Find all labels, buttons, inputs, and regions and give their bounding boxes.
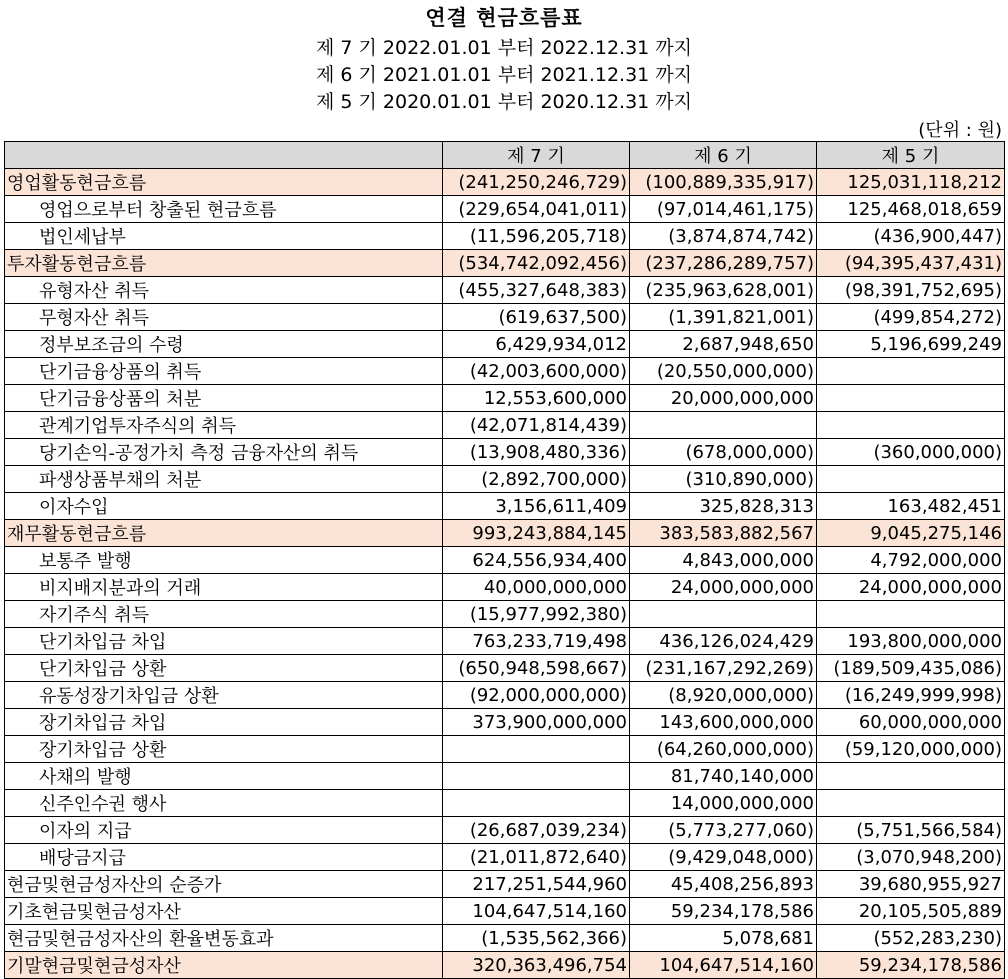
row-label: 현금및현금성자산의 순증가 bbox=[7, 875, 222, 896]
value-cell bbox=[817, 358, 1005, 385]
table-row bbox=[5, 844, 1005, 871]
table-row bbox=[5, 790, 1005, 817]
value-cell: (100,889,335,917) bbox=[630, 169, 817, 196]
table-row bbox=[5, 817, 1005, 844]
value-cell bbox=[817, 412, 1005, 439]
header-period-7: 제 7 기 bbox=[443, 142, 630, 169]
value-cell: 40,000,000,000 bbox=[443, 574, 630, 601]
row-label: 당기손익-공정가치 측정 금융자산의 취득 bbox=[39, 443, 359, 464]
header-period-5: 제 5 기 bbox=[817, 142, 1005, 169]
value-cell: 624,556,934,400 bbox=[443, 547, 630, 574]
value-cell: (9,429,048,000) bbox=[630, 844, 817, 871]
row-label-cell bbox=[5, 925, 443, 952]
row-label-cell bbox=[5, 169, 443, 196]
row-label-cell bbox=[5, 466, 443, 493]
row-label: 장기차입금 상환 bbox=[39, 740, 167, 761]
row-label: 유동성장기차입금 상환 bbox=[39, 686, 219, 707]
row-label: 유형자산 취득 bbox=[39, 281, 150, 302]
value-cell: (534,742,092,456) bbox=[443, 250, 630, 277]
table-row bbox=[5, 601, 1005, 628]
row-label: 영업으로부터 창출된 현금흐름 bbox=[39, 200, 277, 221]
row-label-cell bbox=[5, 682, 443, 709]
table-row bbox=[5, 385, 1005, 412]
row-label-cell bbox=[5, 898, 443, 925]
table-row bbox=[5, 871, 1005, 898]
value-cell: 24,000,000,000 bbox=[817, 574, 1005, 601]
value-cell: (5,773,277,060) bbox=[630, 817, 817, 844]
table-row bbox=[5, 574, 1005, 601]
row-label-cell bbox=[5, 331, 443, 358]
value-cell: (499,854,272) bbox=[817, 304, 1005, 331]
value-cell bbox=[817, 763, 1005, 790]
table-row bbox=[5, 736, 1005, 763]
value-cell: (15,977,992,380) bbox=[443, 601, 630, 628]
row-label-cell bbox=[5, 817, 443, 844]
table-row bbox=[5, 331, 1005, 358]
table-row bbox=[5, 277, 1005, 304]
value-cell bbox=[443, 763, 630, 790]
table-row bbox=[5, 412, 1005, 439]
table-row bbox=[5, 250, 1005, 277]
row-label: 이자의 지급 bbox=[39, 821, 132, 842]
row-label: 법인세납부 bbox=[39, 227, 126, 248]
row-label: 단기금융상품의 취득 bbox=[39, 362, 202, 383]
row-label: 비지배지분과의 거래 bbox=[39, 578, 202, 599]
table-row bbox=[5, 952, 1005, 979]
row-label-cell bbox=[5, 358, 443, 385]
value-cell: 763,233,719,498 bbox=[443, 628, 630, 655]
table-row bbox=[5, 358, 1005, 385]
row-label: 신주인수권 행사 bbox=[39, 794, 167, 815]
table-row bbox=[5, 493, 1005, 520]
row-label: 배당금지급 bbox=[39, 848, 126, 869]
table-row bbox=[5, 520, 1005, 547]
table-row bbox=[5, 682, 1005, 709]
value-cell: 14,000,000,000 bbox=[630, 790, 817, 817]
value-cell bbox=[630, 412, 817, 439]
value-cell: (59,120,000,000) bbox=[817, 736, 1005, 763]
value-cell: 24,000,000,000 bbox=[630, 574, 817, 601]
row-label-cell bbox=[5, 844, 443, 871]
value-cell: 436,126,024,429 bbox=[630, 628, 817, 655]
header-label-cell bbox=[5, 142, 443, 169]
value-cell bbox=[817, 601, 1005, 628]
row-label-cell bbox=[5, 385, 443, 412]
value-cell: (98,391,752,695) bbox=[817, 277, 1005, 304]
row-label-cell bbox=[5, 574, 443, 601]
row-label-cell bbox=[5, 439, 443, 466]
row-label: 기말현금및현금성자산 bbox=[7, 956, 181, 977]
value-cell: (237,286,289,757) bbox=[630, 250, 817, 277]
table-row bbox=[5, 196, 1005, 223]
period-line-5: 제 5 기 2020.01.01 부터 2020.12.31 까지 bbox=[315, 91, 693, 113]
row-label: 정부보조금의 수령 bbox=[39, 335, 184, 356]
row-label-cell bbox=[5, 412, 443, 439]
value-cell: 993,243,884,145 bbox=[443, 520, 630, 547]
value-cell: (3,874,874,742) bbox=[630, 223, 817, 250]
row-label-cell bbox=[5, 547, 443, 574]
row-label: 파생상품부채의 처분 bbox=[39, 470, 202, 491]
value-cell: (231,167,292,269) bbox=[630, 655, 817, 682]
header-row bbox=[5, 142, 1005, 169]
value-cell: (650,948,598,667) bbox=[443, 655, 630, 682]
value-cell: (189,509,435,086) bbox=[817, 655, 1005, 682]
table-row bbox=[5, 439, 1005, 466]
value-cell: (16,249,999,998) bbox=[817, 682, 1005, 709]
value-cell: (42,003,600,000) bbox=[443, 358, 630, 385]
value-cell: (5,751,566,584) bbox=[817, 817, 1005, 844]
row-label: 재무활동현금흐름 bbox=[7, 524, 147, 545]
value-cell: (310,890,000) bbox=[630, 466, 817, 493]
row-label: 단기차입금 상환 bbox=[39, 659, 167, 680]
value-cell: 20,105,505,889 bbox=[817, 898, 1005, 925]
value-cell: (3,070,948,200) bbox=[817, 844, 1005, 871]
table-row bbox=[5, 628, 1005, 655]
row-label: 영업활동현금흐름 bbox=[7, 173, 147, 194]
value-cell: 217,251,544,960 bbox=[443, 871, 630, 898]
table-row bbox=[5, 925, 1005, 952]
value-cell: 6,429,934,012 bbox=[443, 331, 630, 358]
row-label-cell bbox=[5, 196, 443, 223]
row-label-cell bbox=[5, 250, 443, 277]
row-label-cell bbox=[5, 871, 443, 898]
cash-flow-table bbox=[4, 141, 1005, 979]
table-row bbox=[5, 763, 1005, 790]
table-row bbox=[5, 169, 1005, 196]
value-cell: 9,045,275,146 bbox=[817, 520, 1005, 547]
value-cell: (20,550,000,000) bbox=[630, 358, 817, 385]
row-label-cell bbox=[5, 709, 443, 736]
row-label-cell bbox=[5, 223, 443, 250]
row-label-cell bbox=[5, 790, 443, 817]
value-cell bbox=[817, 466, 1005, 493]
value-cell: 4,792,000,000 bbox=[817, 547, 1005, 574]
row-label: 자기주식 취득 bbox=[39, 605, 150, 626]
table-row bbox=[5, 898, 1005, 925]
value-cell: (64,260,000,000) bbox=[630, 736, 817, 763]
value-cell bbox=[443, 736, 630, 763]
row-label-cell bbox=[5, 952, 443, 979]
header-period-6: 제 6 기 bbox=[630, 142, 817, 169]
row-label: 기초현금및현금성자산 bbox=[7, 902, 181, 923]
value-cell: 104,647,514,160 bbox=[630, 952, 817, 979]
value-cell: (1,391,821,001) bbox=[630, 304, 817, 331]
row-label-cell bbox=[5, 655, 443, 682]
row-label: 단기차입금 차입 bbox=[39, 632, 167, 653]
row-label-cell bbox=[5, 277, 443, 304]
value-cell: 59,234,178,586 bbox=[630, 898, 817, 925]
value-cell: 60,000,000,000 bbox=[817, 709, 1005, 736]
value-cell: 5,078,681 bbox=[630, 925, 817, 952]
value-cell bbox=[817, 385, 1005, 412]
value-cell: 2,687,948,650 bbox=[630, 331, 817, 358]
value-cell bbox=[443, 790, 630, 817]
value-cell: 39,680,955,927 bbox=[817, 871, 1005, 898]
row-label: 이자수입 bbox=[39, 497, 109, 518]
period-line-6: 제 6 기 2021.01.01 부터 2021.12.31 까지 bbox=[315, 64, 693, 86]
value-cell: (241,250,246,729) bbox=[443, 169, 630, 196]
row-label-cell bbox=[5, 493, 443, 520]
row-label-cell bbox=[5, 628, 443, 655]
value-cell: (436,900,447) bbox=[817, 223, 1005, 250]
period-line-7: 제 7 기 2022.01.01 부터 2022.12.31 까지 bbox=[315, 37, 693, 59]
row-label: 보통주 발행 bbox=[39, 551, 132, 572]
statement-title: 연결 현금흐름표 bbox=[425, 6, 583, 30]
row-label-cell bbox=[5, 736, 443, 763]
row-label-cell bbox=[5, 763, 443, 790]
row-label: 장기차입금 차입 bbox=[39, 713, 167, 734]
value-cell: 81,740,140,000 bbox=[630, 763, 817, 790]
value-cell: 3,156,611,409 bbox=[443, 493, 630, 520]
value-cell: 125,468,018,659 bbox=[817, 196, 1005, 223]
row-label: 단기금융상품의 처분 bbox=[39, 389, 202, 410]
value-cell: 45,408,256,893 bbox=[630, 871, 817, 898]
value-cell: (2,892,700,000) bbox=[443, 466, 630, 493]
value-cell: 320,363,496,754 bbox=[443, 952, 630, 979]
row-label-cell bbox=[5, 520, 443, 547]
value-cell: 20,000,000,000 bbox=[630, 385, 817, 412]
value-cell bbox=[817, 790, 1005, 817]
value-cell: (26,687,039,234) bbox=[443, 817, 630, 844]
value-cell: 5,196,699,249 bbox=[817, 331, 1005, 358]
table-row bbox=[5, 655, 1005, 682]
value-cell: 12,553,600,000 bbox=[443, 385, 630, 412]
value-cell: 59,234,178,586 bbox=[817, 952, 1005, 979]
row-label: 무형자산 취득 bbox=[39, 308, 150, 329]
value-cell: (455,327,648,383) bbox=[443, 277, 630, 304]
value-cell: 373,900,000,000 bbox=[443, 709, 630, 736]
value-cell: 104,647,514,160 bbox=[443, 898, 630, 925]
value-cell: 163,482,451 bbox=[817, 493, 1005, 520]
value-cell: 193,800,000,000 bbox=[817, 628, 1005, 655]
value-cell bbox=[630, 601, 817, 628]
row-label: 사채의 발행 bbox=[39, 767, 132, 788]
value-cell: (235,963,628,001) bbox=[630, 277, 817, 304]
row-label: 관계기업투자주식의 취득 bbox=[39, 416, 236, 437]
table-row bbox=[5, 466, 1005, 493]
value-cell: (552,283,230) bbox=[817, 925, 1005, 952]
value-cell: (21,011,872,640) bbox=[443, 844, 630, 871]
table-row bbox=[5, 709, 1005, 736]
table-row bbox=[5, 304, 1005, 331]
row-label-cell bbox=[5, 304, 443, 331]
unit-label: (단위 : 원) bbox=[918, 120, 1002, 141]
value-cell: (11,596,205,718) bbox=[443, 223, 630, 250]
value-cell: (97,014,461,175) bbox=[630, 196, 817, 223]
value-cell: (229,654,041,011) bbox=[443, 196, 630, 223]
value-cell: 4,843,000,000 bbox=[630, 547, 817, 574]
value-cell: (94,395,437,431) bbox=[817, 250, 1005, 277]
row-label: 투자활동현금흐름 bbox=[7, 254, 147, 275]
value-cell: 125,031,118,212 bbox=[817, 169, 1005, 196]
table-row bbox=[5, 223, 1005, 250]
value-cell: (8,920,000,000) bbox=[630, 682, 817, 709]
value-cell: (360,000,000) bbox=[817, 439, 1005, 466]
value-cell: 383,583,882,567 bbox=[630, 520, 817, 547]
value-cell: (678,000,000) bbox=[630, 439, 817, 466]
value-cell: 325,828,313 bbox=[630, 493, 817, 520]
value-cell: (1,535,562,366) bbox=[443, 925, 630, 952]
value-cell: (619,637,500) bbox=[443, 304, 630, 331]
value-cell: (42,071,814,439) bbox=[443, 412, 630, 439]
value-cell: (13,908,480,336) bbox=[443, 439, 630, 466]
table-row bbox=[5, 547, 1005, 574]
value-cell: (92,000,000,000) bbox=[443, 682, 630, 709]
row-label: 현금및현금성자산의 환율변동효과 bbox=[7, 929, 274, 950]
value-cell: 143,600,000,000 bbox=[630, 709, 817, 736]
row-label-cell bbox=[5, 601, 443, 628]
